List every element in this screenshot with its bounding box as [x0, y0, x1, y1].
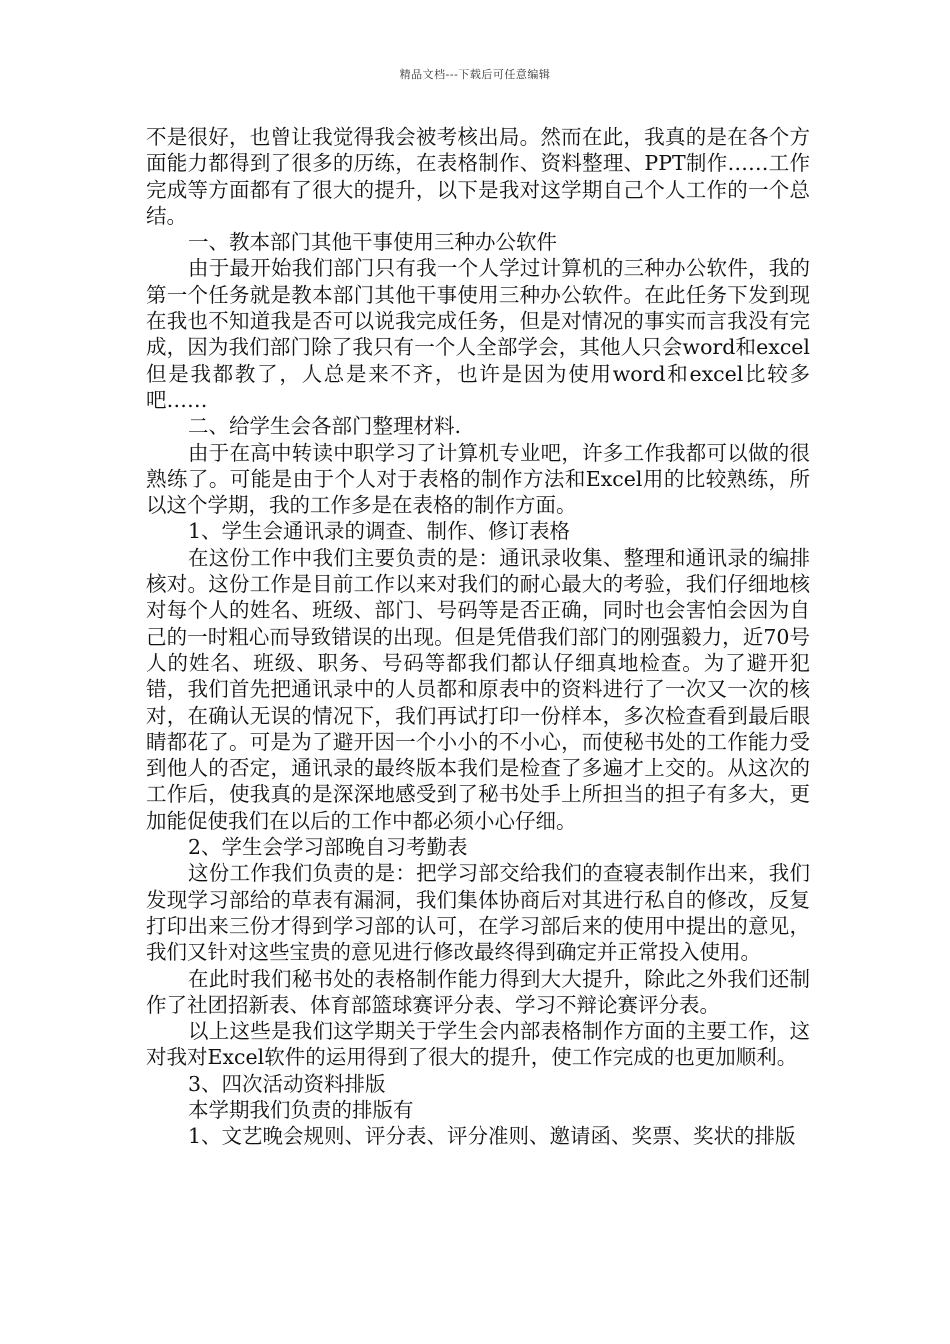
subsection-heading: 3、四次活动资料排版: [188, 1071, 386, 1096]
paragraph: 本学期我们负责的排版有: [188, 1097, 414, 1122]
subsection-heading: 2、学生会学习部晚自习考勤表: [188, 835, 468, 860]
page-header: 精品文档---下载后可任意编辑: [399, 68, 551, 81]
paragraph: 在此时我们秘书处的表格制作能力得到大大提升，除此之外我们还制作了社团招新表、体育部篮球赛评分表、学习不辩论赛评分表。: [146, 966, 810, 1017]
paragraph: 以上这些是我们这学期关于学生会内部表格制作方面的主要工作，这对我对Excel软件的运用得到了很大的提升，使工作完成的也更加顺利。: [146, 1019, 810, 1070]
list-item: 1、文艺晚会规则、评分表、评分准则、邀请函、奖票、奖状的排版: [188, 1124, 796, 1149]
document-body: [146, 124, 810, 1150]
section-heading: 一、教本部门其他干事使用三种办公软件: [188, 230, 557, 255]
paragraph: 不是很好，也曾让我觉得我会被考核出局。然而在此，我真的是在各个方面能力都得到了很多的历练，在表格制作、资料整理、PPT制作……工作完成等方面都有了很大的提升，以下是我对这学期自己个人工作的一个总结。: [146, 125, 810, 228]
section-heading: 二、给学生会各部门整理材料.: [188, 414, 462, 439]
paragraph: 在这份工作中我们主要负责的是：通讯录收集、整理和通讯录的编排核对。这份工作是目前工作以来对我们的耐心最大的考验，我们仔细地核对每个人的姓名、班级、部门、号码等是否正确，同时也会害怕会因为自己的一时粗心而导致错误的出现。但是凭借我们部门的刚强毅力，近70号人的姓名、班级、职务、号码等都我们都认仔细真地检查。为了避开犯错，我们首先把通讯录中的人员都和原表中的资料进行了一次又一次的核对，在确认无误的情况下，我们再试打印一份样本，多次检查看到最后眼睛都花了。可是为了避开因一个小小的不小心，而使秘书处的工作能力受到他人的否定，通讯录的最终版本我们是检查了多遍才上交的。从这次的工作后，使我真的是深深地感受到了秘书处手上所担当的担子有多大，更加能促使我们在以后的工作中都必须小心仔细。: [146, 545, 810, 833]
paragraph: 这份工作我们负责的是：把学习部交给我们的查寝表制作出来，我们发现学习部给的草表有漏洞，我们集体协商后对其进行私自的修改，反复打印出来三份才得到学习部的认可，在学习部后来的使用中提出的意见，我们又针对这些宝贵的意见进行修改最终得到确定并正常投入使用。: [146, 861, 810, 965]
paragraph: 由于最开始我们部门只有我一个人学过计算机的三种办公软件，我的第一个任务就是教本部门其他干事使用三种办公软件。在此任务下发到现在我也不知道我是否可以说我完成任务，但是对情况的事实而言我没有完成，因为我们部门除了我只有一个人全部学会，其他人只会word和excel 但是我都教了，人总是来不齐，也许是因为使用word和excel比较多吧……: [146, 256, 810, 412]
subsection-heading: 1、学生会通讯录的调查、制作、修订表格: [188, 519, 571, 544]
paragraph: 由于在高中转读中职学习了计算机专业吧，许多工作我都可以做的很熟练了。可能是由于个人对于表格的制作方法和Excel用的比较熟练，所以这个学期，我的工作多是在表格的制作方面。: [146, 440, 810, 518]
